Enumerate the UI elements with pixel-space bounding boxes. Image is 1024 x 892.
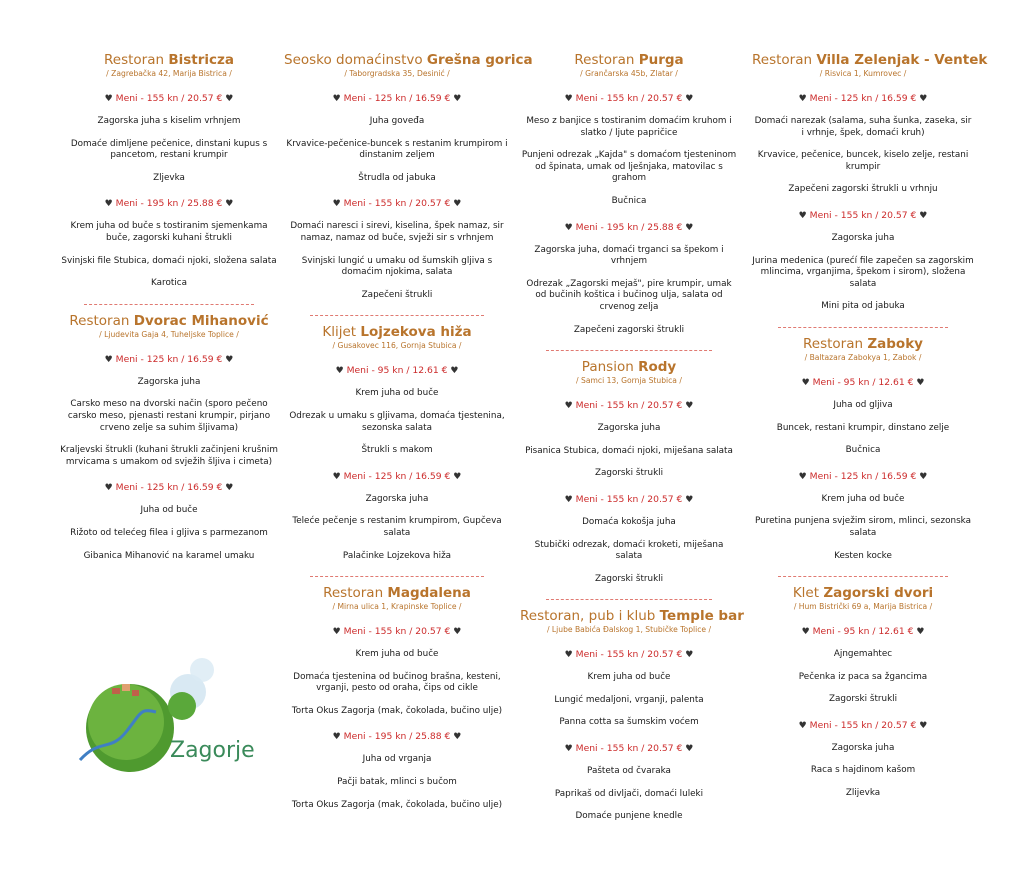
dish: Domaće dimljene pečenice, dinstani kupus s pancetom, restani krumpir [70,138,268,161]
heart-icon: ♥ [801,627,810,638]
restaurant-address: / Ljube Babića Đalskog 1, Stubičke Toplice / [546,625,712,635]
title-name: Villa Zelenjak - Ventek [816,52,988,68]
column-1 [58,44,280,562]
menu-price [284,626,510,638]
restaurant-address: / Mirna ulica 1, Krapinske Toplice / [332,602,462,612]
heart-icon: ♥ [104,94,113,104]
price-label: Meni - 155 kn / 20.57 € [343,626,451,638]
title-name: Temple bar [659,608,744,625]
column-3 [520,44,744,823]
divider [546,350,712,351]
menu-block [58,354,280,469]
heart-icon: ♥ [453,94,462,104]
menu-block [58,482,280,562]
menu-block [58,198,280,289]
dish: Zapečeni štrukli [361,289,433,300]
menu-price [520,494,738,506]
logo-text: Zagorje [170,738,255,763]
heart-icon: ♥ [450,366,459,377]
dish: Pečenka iz paca sa žgancima [798,671,928,682]
divider [778,576,948,577]
heart-icon: ♥ [564,744,573,755]
dish: Zagorska juha [831,232,895,243]
restaurant-address: / Taborgradska 35, Desinić / [344,69,450,78]
dish: Ajngemahtec [833,649,893,660]
dish: Kesten kocke [834,550,892,561]
title-prefix: Klijet [322,324,361,341]
menu-block [520,400,738,480]
menu-price [284,198,510,210]
dish: Odrezak „Zagorski mejaš", pire krumpir, umak od bučinih koštica i bučinog ulja, salata od crvenog zelja [526,278,732,312]
column-2 [284,44,533,811]
dish: Zagorska juha [831,742,895,753]
dish: Mini pita od jabuka [821,301,905,312]
title-name: Zagorski dvori [823,585,934,602]
price-label: Meni - 155 kn / 20.57 € [115,93,223,104]
dish: Paprikaš od divljači, domaći luleki [554,788,704,799]
restaurant-title [752,52,988,68]
restaurant-address: / Samci 13, Gornja Stubica / [576,376,682,386]
menu-price [520,93,738,105]
dish: Palačinke Lojzekova hiža [342,550,452,561]
price-label: Meni - 155 kn / 20.57 € [809,209,917,221]
dish: Domaći narezak (salama, suha šunka, zaseka, sir i vrhnje, špek, domaći kruh) [754,116,972,138]
heart-icon: ♥ [332,732,341,743]
heart-icon: ♥ [564,401,573,412]
menu-price [520,743,738,755]
dish: Zagorska juha [365,493,429,504]
dish: Svinjski file Stubica, domaći njoki, složena salata [61,255,277,266]
heart-icon: ♥ [332,94,341,104]
menu-price [752,626,974,638]
heart-icon: ♥ [335,366,344,377]
divider [310,576,484,577]
menu-block [284,471,510,562]
dish: Pašteta od čvaraka [587,766,671,777]
dish: Zagorski štrukli [594,468,664,479]
price-label: Meni - 125 kn / 16.59 € [343,93,451,104]
restaurant-title [752,336,974,352]
price-label: Meni - 155 kn / 20.57 € [575,400,683,412]
heart-icon: ♥ [225,94,234,104]
title-prefix: Restoran [574,52,639,68]
heart-icon: ♥ [104,354,113,365]
restaurant-purga [520,52,738,351]
restaurant-zaboky [752,336,974,577]
menu-price [284,93,510,105]
dish: Torta Okus Zagorja (mak, čokolada, bučino ulje) [291,705,503,716]
dish: Pisanica Stubica, domaći njoki, miješana salata [525,445,733,456]
heart-icon: ♥ [919,210,928,221]
price-label: Meni - 125 kn / 16.59 € [115,482,223,494]
column-4 [752,44,988,800]
menu-block [520,93,738,208]
title-prefix: Restoran [752,52,817,68]
menu-block [752,471,974,562]
restaurant-gresna-gorica [284,52,533,316]
heart-icon: ♥ [798,94,807,104]
menu-price [752,93,974,105]
menu-block [284,365,510,456]
dish: Jurina medenica (purećí file zapečen sa zagorskim mlincima, vrganjima, špekom i sirom), složena salata [752,255,974,289]
restaurant-address: / Gusakovec 116, Gornja Stubica / [332,341,462,351]
menu-block [752,720,974,800]
dish: Domaća kokošja juha [582,516,676,527]
restaurant-address: / Hum Bistrički 69 a, Marija Bistrica / [793,602,933,612]
dish: Zagorska juha, domaći trganci sa špekom i vrhnjem [534,244,724,267]
heart-icon: ♥ [104,199,113,210]
title-name: Zaboky [867,335,923,352]
menu-price [520,649,738,661]
heart-icon: ♥ [453,732,462,743]
heart-icon: ♥ [453,471,462,482]
heart-icon: ♥ [685,744,694,755]
dish: Punjeni odrezak „Kajda" s domaćom tjesteninom od špinata, umak od lješnjaka, matovilac s grahom [521,150,737,184]
menu-block [520,222,738,337]
heart-icon: ♥ [453,199,462,210]
title-name: Bistricza [168,52,234,68]
restaurant-title [58,313,280,329]
dish: Krem juha od buče [355,649,439,660]
heart-icon: ♥ [225,199,234,210]
heart-icon: ♥ [798,210,807,221]
restaurant-address: / Baltazara Zabokya 1, Zabok / [804,352,922,362]
price-label: Meni - 155 kn / 20.57 € [809,719,917,731]
dish: Krem juha od buče [355,388,439,399]
dish: Krvavice-pečenice-buncek s restanim krumpirom i dinstanim zeljem [286,138,508,161]
heart-icon: ♥ [798,471,807,482]
price-label: Meni - 95 kn / 12.61 € [812,626,914,638]
menu-block [284,626,510,717]
heart-icon: ♥ [564,650,573,661]
dish: Domaće punjene knedle [575,811,683,822]
restaurant-lojzekova-hiza [284,324,510,577]
menu-block [752,210,974,313]
heart-icon: ♥ [225,354,234,365]
dish: Zagorska juha s kiselim vrhnjem [97,116,241,126]
heart-icon: ♥ [564,94,573,104]
heart-icon: ♥ [685,650,694,661]
menu-price [752,720,974,732]
menu-price [752,377,974,389]
price-label: Meni - 125 kn / 16.59 € [115,353,223,365]
restaurant-title [520,359,738,375]
dish: Juha od buče [140,505,198,516]
heart-icon: ♥ [104,483,113,494]
menu-price [284,471,510,483]
dish: Pačji batak, mlinci s bučom [337,777,457,788]
dish: Zapečeni zagorski štrukli u vrhnju [788,184,938,195]
divider [310,315,484,316]
heart-icon: ♥ [332,471,341,482]
menu-price [284,365,510,377]
restaurant-title [284,324,510,340]
title-name: Dvorac Mihanović [133,312,269,329]
price-label: Meni - 125 kn / 16.59 € [809,93,917,104]
dish: Zapečeni zagorski štrukli [573,324,685,335]
menu-block [284,731,510,811]
title-prefix: Seosko domaćinstvo [284,52,427,68]
title-prefix: Klet [792,585,824,602]
heart-icon: ♥ [453,627,462,638]
dish: Buncek, restani krumpir, dinstano zelje [776,422,950,433]
dish: Krem juha od buče s tostiranim sjemenkama buče, zagorski kuhani štrukli [70,221,268,243]
restaurant-villa-zelenjak [752,52,988,328]
menu-price [284,731,510,743]
price-label: Meni - 195 kn / 25.88 € [343,731,451,743]
menu-price [58,482,280,494]
title-prefix: Restoran [803,335,868,352]
menu-block [752,377,974,457]
heart-icon: ♥ [916,377,925,388]
divider [546,599,712,600]
price-label: Meni - 125 kn / 16.59 € [809,470,917,482]
title-prefix: Restoran, pub i klub [520,608,660,625]
restaurant-title [520,608,744,625]
dish: Stubički odrezak, domaći kroketi, miješana salata [534,539,724,562]
heart-icon: ♥ [564,494,573,505]
heart-icon: ♥ [564,222,573,233]
menu-block [520,494,738,585]
menu-price [58,354,280,366]
restaurant-temple-bar [520,608,744,823]
price-label: Meni - 95 kn / 12.61 € [812,376,914,388]
heart-icon: ♥ [798,720,807,731]
dish: Zlijevka [845,788,881,799]
title-name: Rody [638,359,677,376]
price-label: Meni - 155 kn / 20.57 € [575,743,683,755]
menu-price [58,93,280,105]
menu-block [284,93,510,184]
restaurant-title [284,585,510,601]
restaurant-title [284,52,533,68]
price-label: Meni - 155 kn / 20.57 € [343,198,451,210]
restaurant-title [520,52,738,68]
dish: Zljevka [153,172,185,183]
restaurant-bistricza [58,52,280,305]
title-name: Magdalena [387,585,471,602]
title-prefix: Pansion [581,359,639,376]
restaurant-address: / Zagrebačka 42, Marija Bistrica / [106,69,232,78]
heart-icon: ♥ [801,377,810,388]
title-prefix: Restoran [69,312,134,329]
dish: Carsko meso na dvorski način (sporo pečeno carsko meso, pjenasti restani krumpir, pirjano crveno zelje sa suhim šljivama) [67,399,271,433]
dish: Štrudla od jabuka [358,172,436,183]
menu-block [284,198,510,301]
dish: Zagorski štrukli [594,573,664,584]
divider [778,327,948,328]
price-label: Meni - 155 kn / 20.57 € [575,493,683,505]
menu-price [752,210,974,222]
dish: Domaći naresci i sirevi, kiselina, špek namaz, sir namaz, namaz od buče, svježi sir s vrhnjem [290,221,504,243]
dish: Domaća tjestenina od bučinog brašna, kesteni, vrganji, pesto od oraha, čips od cikle [293,671,501,694]
menu-price [520,222,738,234]
menu-price [520,400,738,412]
restaurant-magdalena [284,585,510,811]
dish: Zagorska juha [597,423,661,434]
dish: Štrukli s makom [361,445,433,456]
menu-block [520,649,738,729]
title-name: Purga [638,52,684,68]
dish: Juha od vrganja [362,754,432,765]
heart-icon: ♥ [919,94,928,104]
heart-icon: ♥ [919,471,928,482]
menu-price [58,198,280,210]
dish: Meso z banjice s tostiranim domaćim kruhom i slatko / ljute papričice [526,116,732,138]
price-label: Meni - 95 kn / 12.61 € [346,365,448,377]
dish: Teleće pečenje s restanim krumpirom, Gupčeva salata [292,516,502,538]
menu-price [752,471,974,483]
restaurant-dvorac-mihanovic [58,313,280,562]
price-label: Meni - 155 kn / 20.57 € [575,93,683,104]
restaurant-title [58,52,280,68]
restaurant-address: / Grančarska 45b, Zlatar / [580,69,678,78]
heart-icon: ♥ [225,483,234,494]
title-name: Grešna gorica [426,52,533,68]
restaurant-address: / Ljudevita Gaja 4, Tuheljske Toplice / [99,329,239,339]
heart-icon: ♥ [685,401,694,412]
heart-icon: ♥ [685,494,694,505]
dish: Svinjski lungić u umaku od šumskih gljiva s domaćim njokima, salata [301,255,493,278]
title-prefix: Restoran [323,585,388,602]
heart-icon: ♥ [332,199,341,210]
dish: Rižoto od telećeg filea i gljiva s parmezanom [70,527,268,538]
dish: Kraljevski štrukli (kuhani štrukli začinjeni krušnim mrvicama s umakom od svježih šljiva i cimeta) [60,445,278,467]
dish: Juha od gljiva [833,399,893,410]
menu-block [752,93,974,196]
dish: Puretina punjena svježim sirom, mlinci, sezonska salata [754,516,972,538]
dish: Raca s hajdinom kašom [810,765,916,776]
restaurant-address: / Risvica 1, Kumrovec / [819,69,907,78]
dish: Krem juha od buče [587,672,671,683]
restaurant-rody [520,359,738,600]
dish: Torta Okus Zagorja (mak, čokolada, bučino ulje) [291,799,503,810]
dish: Zagorski štrukli [828,694,898,705]
menu-block [520,743,738,823]
restaurant-zagorski-dvori [752,585,974,800]
dish: Odrezak u umaku s gljivama, domaća tjestenina, sezonska salata [289,410,505,433]
dish: Bučnica [845,445,881,456]
price-label: Meni - 195 kn / 25.88 € [115,198,223,210]
heart-icon: ♥ [685,222,694,233]
dish: Krvavice, pečenice, buncek, kiselo zelje, restani krumpir [757,150,969,172]
dish: Karotica [151,278,187,289]
dish: Lungić medaljoni, vrganji, palenta [554,694,704,705]
dish: Zagorska juha [137,376,201,387]
dish: Krem juha od buče [821,493,905,504]
divider [84,304,254,305]
price-label: Meni - 125 kn / 16.59 € [343,470,451,482]
price-label: Meni - 195 kn / 25.88 € [575,221,683,233]
menu-block [752,626,974,706]
dish: Juha goveđa [369,116,425,126]
heart-icon: ♥ [916,627,925,638]
dish: Panna cotta sa šumskim voćem [559,717,699,728]
restaurant-title [752,585,974,601]
heart-icon: ♥ [685,94,694,104]
menu-block [58,93,280,184]
heart-icon: ♥ [919,720,928,731]
dish: Gibanica Mihanović na karamel umaku [83,550,255,561]
dish: Bučnica [611,195,647,206]
price-label: Meni - 155 kn / 20.57 € [575,649,683,661]
heart-icon: ♥ [332,627,341,638]
title-name: Lojzekova hiža [360,324,472,341]
title-prefix: Restoran [103,52,169,68]
